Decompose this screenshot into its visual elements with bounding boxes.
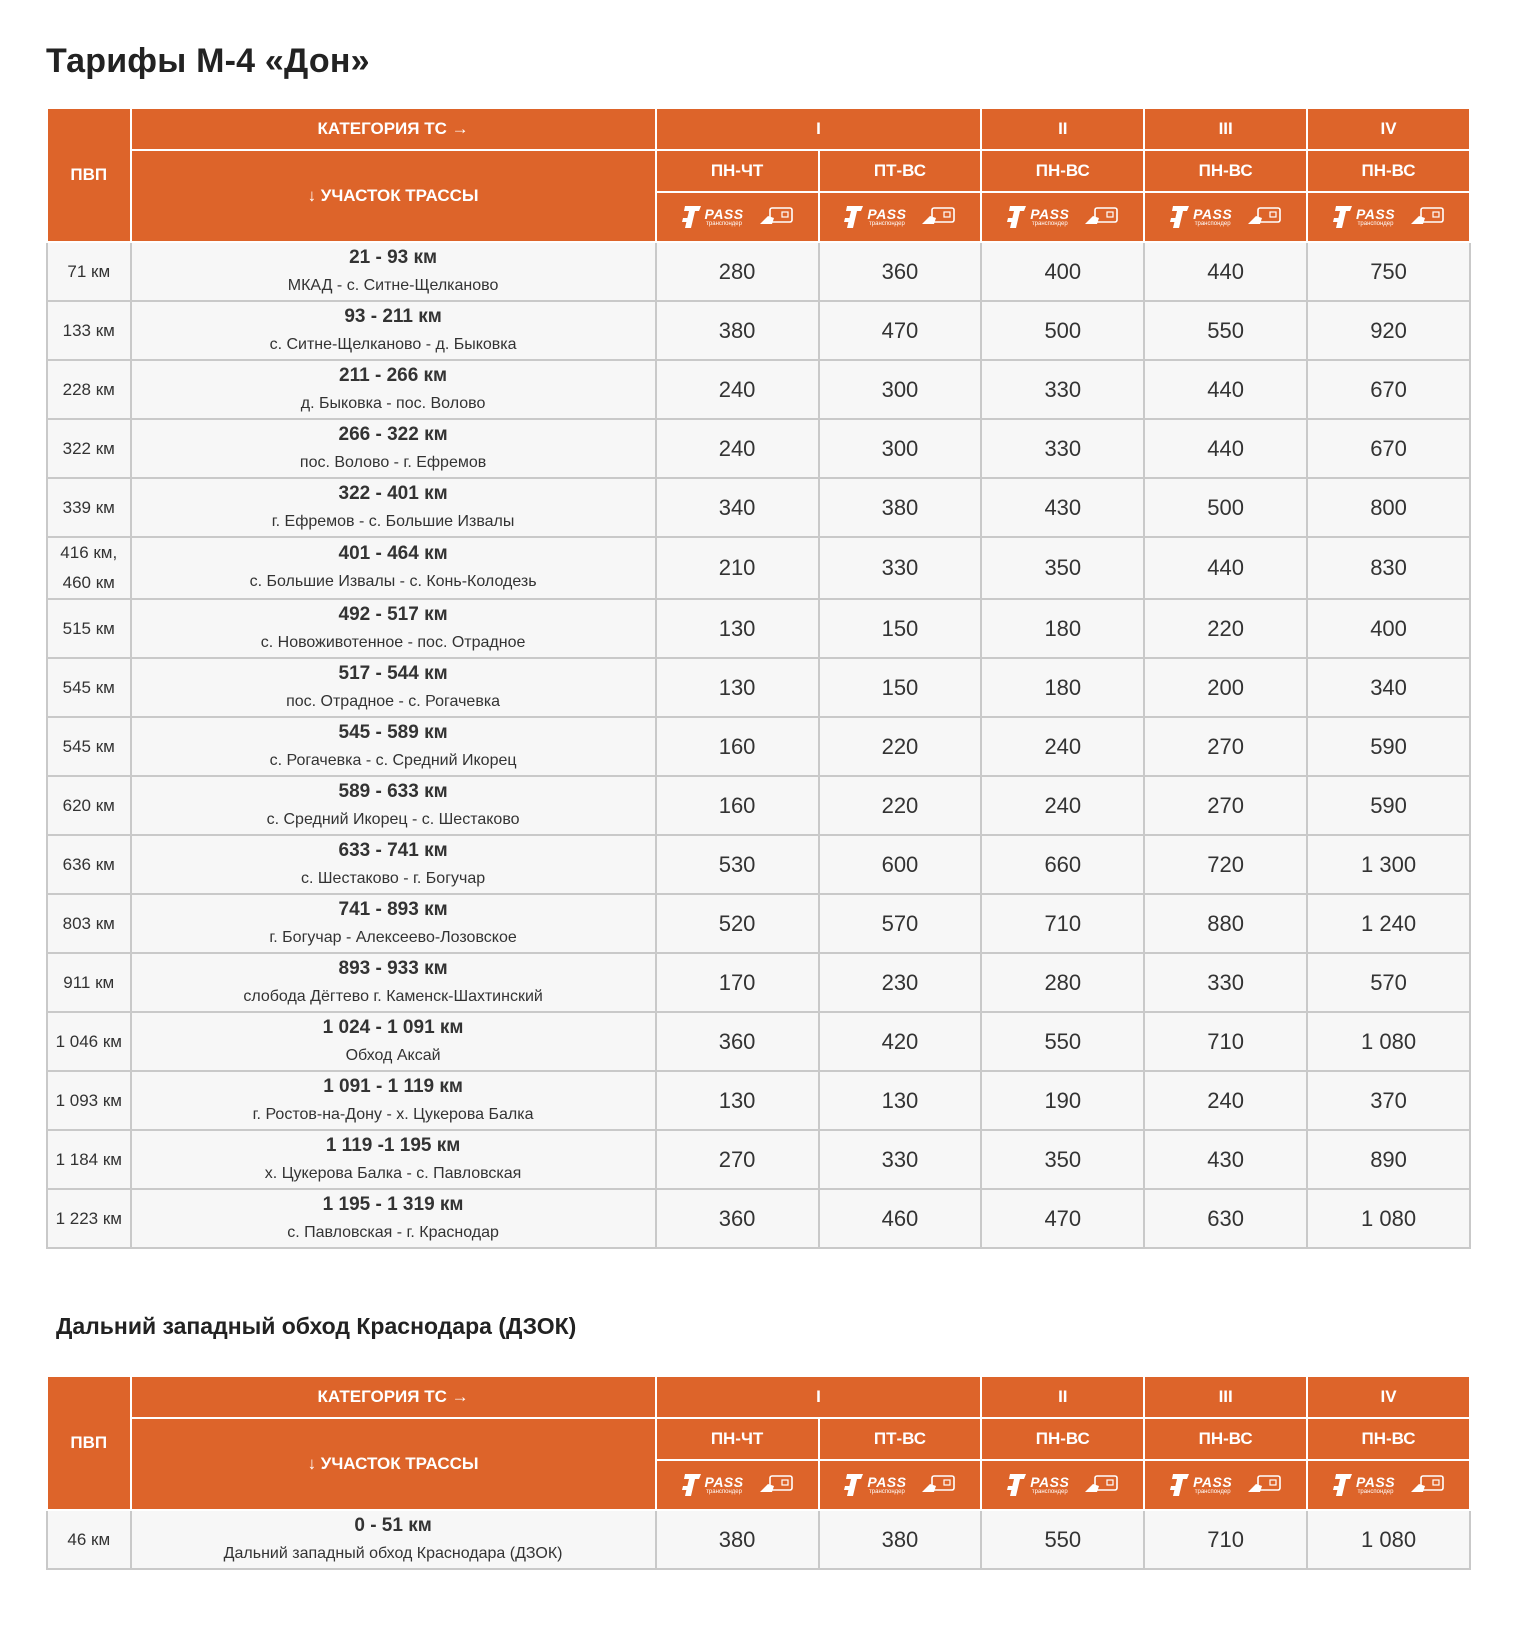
segment-cell [131,953,656,1012]
price-cell: 380 [656,1510,819,1569]
segment-range: 21 - 93 км [349,246,438,268]
price-cell: 330 [819,1130,982,1189]
pvp-cell: 71 км [47,242,131,301]
segment-range: 492 - 517 км [338,603,448,625]
segment-cell [131,1510,656,1569]
payment-icons-cell [1307,192,1470,242]
price-cell: 710 [1144,1510,1307,1569]
price-cell: 800 [1307,478,1470,537]
price-cell: 670 [1307,360,1470,419]
price-cell: 890 [1307,1130,1470,1189]
segment-cell [131,478,656,537]
segment-name: Дальний западный обход Краснодара (ДЗОК) [223,1544,563,1562]
price-cell: 330 [981,360,1144,419]
segment-range: 1 024 - 1 091 км [322,1016,464,1038]
price-cell: 130 [819,1071,982,1130]
segment-name: слобода Дёгтево г. Каменск-Шахтинский [243,987,543,1005]
pvp-cell: 545 км [47,717,131,776]
segment-range: 211 - 266 км [339,364,448,386]
price-cell: 270 [1144,776,1307,835]
segment-name: с. Средний Икорец - с. Шестаково [266,810,520,828]
price-cell: 160 [656,776,819,835]
segment-name: пос. Волово - г. Ефремов [299,453,487,471]
price-cell: 380 [656,301,819,360]
pvp-cell: 545 км [47,658,131,717]
header-days: ПН-ВС [1307,150,1470,192]
header-pvp: ПВП [47,108,131,242]
price-cell: 420 [819,1012,982,1071]
segment-cell [131,599,656,658]
payment-icons-cell [1144,192,1307,242]
table-row [47,1510,1470,1569]
pvp-cell: 636 км [47,835,131,894]
price-cell: 920 [1307,301,1470,360]
segment-cell [131,835,656,894]
price-cell: 280 [981,953,1144,1012]
table-row [47,1071,1470,1130]
table-row [47,537,1470,599]
price-cell: 550 [981,1510,1144,1569]
segment-name: д. Быковка - пос. Волово [300,394,486,412]
header-days: ПН-ВС [1144,150,1307,192]
bank-card-icon [1083,206,1119,228]
transponder-icon: PASS транспондер [843,204,906,230]
price-cell: 440 [1144,360,1307,419]
price-cell: 600 [819,835,982,894]
segment-range: 93 - 211 км [344,305,442,327]
segment-cell [131,301,656,360]
price-cell: 330 [819,537,982,599]
segment-range: 1 195 - 1 319 км [322,1193,464,1215]
header-cat-2: II [981,108,1144,150]
segment-cell [131,419,656,478]
segment-range: 1 119 -1 195 км [325,1134,461,1156]
bank-card-icon [1246,1474,1282,1496]
price-cell: 550 [1144,301,1307,360]
price-cell: 400 [1307,599,1470,658]
header-segment: ↓ УЧАСТОК ТРАССЫ [131,1418,656,1510]
price-cell: 500 [981,301,1144,360]
price-cell: 1 080 [1307,1510,1470,1569]
price-cell: 150 [819,658,982,717]
price-cell: 220 [1144,599,1307,658]
pvp-cell: 1 093 км [47,1071,131,1130]
price-cell: 270 [656,1130,819,1189]
price-cell: 370 [1307,1071,1470,1130]
price-cell: 1 300 [1307,835,1470,894]
bank-card-icon [1409,206,1445,228]
price-cell: 570 [819,894,982,953]
price-cell: 530 [656,835,819,894]
section-title-dzok: Дальний западный обход Краснодара (ДЗОК) [56,1313,577,1339]
price-cell: 180 [981,599,1144,658]
segment-name: пос. Отрадное - с. Рогачевка [286,692,501,710]
price-cell: 330 [1144,953,1307,1012]
pvp-cell: 1 184 км [47,1130,131,1189]
price-cell: 520 [656,894,819,953]
table-row [47,835,1470,894]
pvp-cell: 322 км [47,419,131,478]
price-cell: 1 080 [1307,1012,1470,1071]
price-cell: 300 [819,360,982,419]
header-category: КАТЕГОРИЯ ТС → [131,108,656,150]
pvp-cell: 911 км [47,953,131,1012]
price-cell: 710 [981,894,1144,953]
segment-name: г. Богучар - Алексеево-Лозовское [269,928,517,946]
table-row [47,1189,1470,1248]
header-days: ПН-ЧТ [656,1418,819,1460]
header-days: ПН-ВС [981,1418,1144,1460]
pvp-cell: 416 км, 460 км [47,537,131,599]
transponder-icon: PASS транспондер [843,1472,906,1498]
bank-card-icon [758,1474,794,1496]
price-cell: 130 [656,658,819,717]
price-cell: 360 [656,1189,819,1248]
segment-cell [131,1189,656,1248]
price-cell: 550 [981,1012,1144,1071]
price-cell: 200 [1144,658,1307,717]
segment-name: г. Ростов-на-Дону - х. Цукерова Балка [252,1105,534,1123]
segment-name: с. Ситне-Щелканово - д. Быковка [269,335,517,353]
table-row [47,301,1470,360]
segment-cell [131,894,656,953]
transponder-icon: PASS транспондер [681,1472,744,1498]
bank-card-icon [920,206,956,228]
bank-card-icon [1409,1474,1445,1496]
segment-range: 517 - 544 км [338,662,448,684]
header-cat-4: IV [1307,108,1470,150]
price-cell: 670 [1307,419,1470,478]
table-row [47,658,1470,717]
segment-range: 401 - 464 км [338,543,448,564]
price-cell: 240 [981,776,1144,835]
price-cell: 280 [656,242,819,301]
table-row [47,1130,1470,1189]
header-days: ПН-ЧТ [656,150,819,192]
segment-range: 893 - 933 км [338,957,448,979]
price-cell: 160 [656,717,819,776]
payment-icons-cell [656,1460,819,1510]
price-cell: 710 [1144,1012,1307,1071]
pvp-cell: 1 223 км [47,1189,131,1248]
segment-cell [131,1012,656,1071]
price-cell: 190 [981,1071,1144,1130]
price-cell: 220 [819,717,982,776]
price-cell: 220 [819,776,982,835]
header-days: ПН-ВС [1307,1418,1470,1460]
segment-cell [131,360,656,419]
pvp-cell: 1 046 км [47,1012,131,1071]
price-cell: 350 [981,1130,1144,1189]
pvp-cell: 515 км [47,599,131,658]
segment-name: Обход Аксай [345,1046,441,1064]
price-cell: 400 [981,242,1144,301]
segment-range: 545 - 589 км [338,721,448,743]
price-cell: 830 [1307,537,1470,599]
table-row [47,242,1470,301]
segment-range: 633 - 741 км [338,839,448,861]
segment-name: с. Павловская - г. Краснодар [287,1223,499,1241]
payment-icons-cell [656,192,819,242]
table-row [47,894,1470,953]
pvp-cell: 46 км [47,1510,131,1569]
payment-icons-cell [1144,1460,1307,1510]
header-cat-4: IV [1307,1376,1470,1418]
price-cell: 270 [1144,717,1307,776]
price-cell: 300 [819,419,982,478]
tariff-table-m4 [46,107,1471,1249]
payment-icons-cell [981,1460,1144,1510]
segment-range: 1 091 - 1 119 км [323,1075,463,1097]
price-cell: 720 [1144,835,1307,894]
price-cell: 750 [1307,242,1470,301]
price-cell: 130 [656,1071,819,1130]
price-cell: 430 [981,478,1144,537]
price-cell: 470 [819,301,982,360]
table-row [47,599,1470,658]
price-cell: 150 [819,599,982,658]
segment-name: с. Рогачевка - с. Средний Икорец [269,751,517,769]
segment-cell [131,1130,656,1189]
price-cell: 440 [1144,242,1307,301]
price-cell: 440 [1144,537,1307,599]
header-segment: ↓ УЧАСТОК ТРАССЫ [131,150,656,242]
price-cell: 500 [1144,478,1307,537]
header-pvp: ПВП [47,1376,131,1510]
tariff-table-dzok [46,1375,1471,1570]
payment-icons-cell [981,192,1144,242]
header-days: ПН-ВС [1144,1418,1307,1460]
price-cell: 630 [1144,1189,1307,1248]
price-cell: 240 [656,419,819,478]
transponder-icon: PASS транспондер [1332,1472,1395,1498]
bank-card-icon [1083,1474,1119,1496]
table-row [47,1012,1470,1071]
header-days: ПН-ВС [981,150,1144,192]
price-cell: 130 [656,599,819,658]
pvp-cell: 803 км [47,894,131,953]
table-row [47,360,1470,419]
segment-name: с. Большие Извалы - с. Конь-Колодезь [249,573,537,590]
transponder-icon: PASS транспондер [1169,1472,1232,1498]
header-cat-2: II [981,1376,1144,1418]
price-cell: 1 240 [1307,894,1470,953]
segment-name: с. Новоживотенное - пос. Отрадное [260,633,526,651]
table-row [47,717,1470,776]
segment-name: с. Шестаково - г. Богучар [301,869,486,887]
segment-name: г. Ефремов - с. Большие Извалы [271,512,515,530]
pvp-cell: 620 км [47,776,131,835]
table-row [47,953,1470,1012]
price-cell: 330 [981,419,1144,478]
price-cell: 590 [1307,776,1470,835]
price-cell: 180 [981,658,1144,717]
price-cell: 240 [981,717,1144,776]
price-cell: 660 [981,835,1144,894]
transponder-icon: PASS транспондер [681,204,744,230]
price-cell: 230 [819,953,982,1012]
segment-cell [131,242,656,301]
transponder-icon: PASS транспондер [1006,204,1069,230]
bank-card-icon [758,206,794,228]
segment-range: 589 - 633 км [338,780,448,802]
price-cell: 350 [981,537,1144,599]
header-category: КАТЕГОРИЯ ТС → [131,1376,656,1418]
segment-cell [131,1071,656,1130]
price-cell: 380 [819,1510,982,1569]
price-cell: 440 [1144,419,1307,478]
bank-card-icon [920,1474,956,1496]
table-row [47,776,1470,835]
page-title: Тарифы М-4 «Дон» [46,42,370,80]
price-cell: 430 [1144,1130,1307,1189]
payment-icons-cell [1307,1460,1470,1510]
price-cell: 460 [819,1189,982,1248]
pvp-cell: 133 км [47,301,131,360]
price-cell: 380 [819,478,982,537]
price-cell: 340 [656,478,819,537]
price-cell: 340 [1307,658,1470,717]
segment-range: 741 - 893 км [338,898,448,920]
transponder-icon: PASS транспондер [1006,1472,1069,1498]
pvp-cell: 228 км [47,360,131,419]
price-cell: 240 [1144,1071,1307,1130]
price-cell: 1 080 [1307,1189,1470,1248]
payment-icons-cell [819,1460,982,1510]
price-cell: 210 [656,537,819,599]
price-cell: 570 [1307,953,1470,1012]
table-row [47,419,1470,478]
segment-cell [131,658,656,717]
segment-range: 322 - 401 км [338,482,448,504]
table-row [47,478,1470,537]
payment-icons-cell [819,192,982,242]
price-cell: 470 [981,1189,1144,1248]
header-days: ПТ-ВС [819,1418,982,1460]
price-cell: 360 [656,1012,819,1071]
pvp-cell: 339 км [47,478,131,537]
bank-card-icon [1246,206,1282,228]
segment-cell [131,537,656,599]
header-cat-1: I [656,1376,982,1418]
segment-cell [131,717,656,776]
header-days: ПТ-ВС [819,150,982,192]
transponder-icon: PASS транспондер [1332,204,1395,230]
segment-range: 0 - 51 км [354,1514,432,1536]
header-cat-3: III [1144,1376,1307,1418]
segment-cell [131,776,656,835]
segment-name: х. Цукерова Балка - с. Павловская [264,1164,522,1182]
price-cell: 240 [656,360,819,419]
segment-range: 266 - 322 км [338,423,448,445]
price-cell: 170 [656,953,819,1012]
price-cell: 880 [1144,894,1307,953]
header-cat-3: III [1144,108,1307,150]
price-cell: 360 [819,242,982,301]
header-cat-1: I [656,108,982,150]
price-cell: 590 [1307,717,1470,776]
transponder-icon: PASS транспондер [1169,204,1232,230]
segment-name: МКАД - с. Ситне-Щелканово [287,276,499,294]
